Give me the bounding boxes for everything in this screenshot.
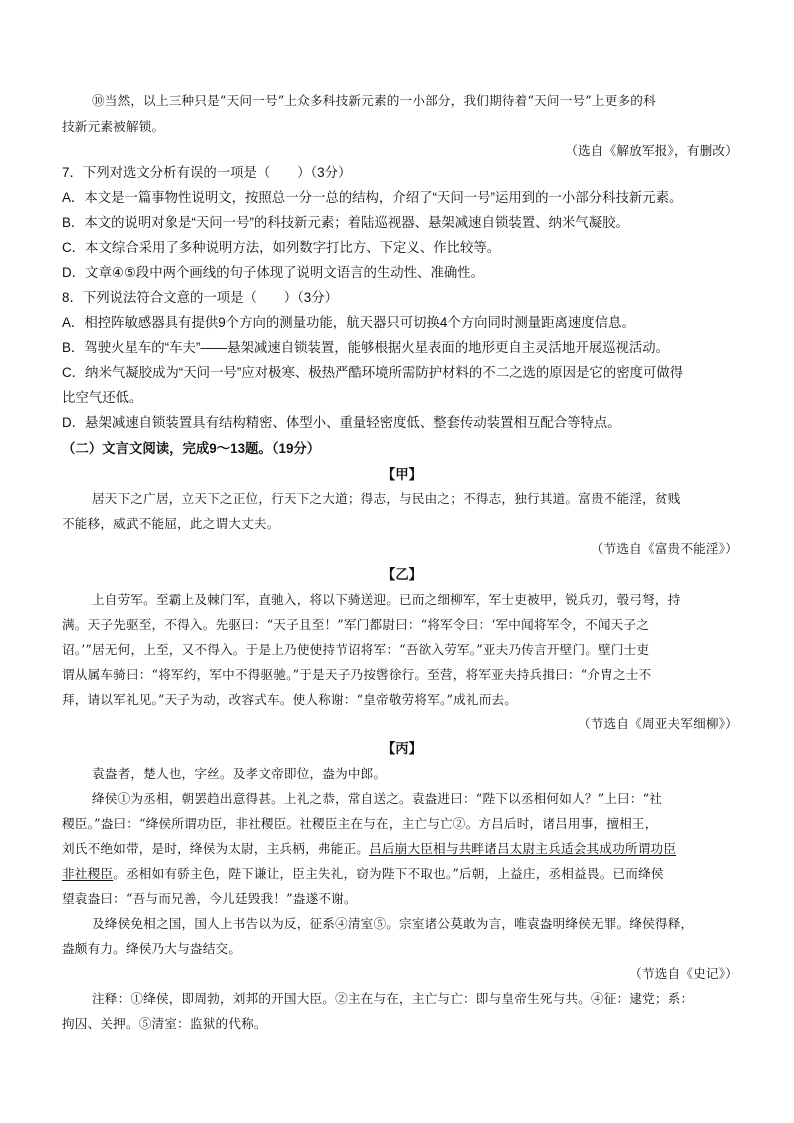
classical-text-line: 望袁盎曰：“吾与而兄善，今儿廷毁我！”盎遂不谢。 (62, 891, 357, 906)
classical-text-line: 不能移，威武不能屈，此之谓大丈夫。 (62, 516, 280, 531)
classical-text-line: 满。天子先驱至，不得入。先驱曰：“天子且至！”军门都尉曰：“将军令曰：‘军中闻将军令，不闻天子之 (62, 617, 650, 632)
question-7-stem: 7．下列对选文分析有误的一项是（ ）（3分） (62, 165, 352, 180)
annotation-line: 拘囚、关押。⑤清室：监狱的代称。 (62, 1016, 267, 1031)
question-8-option-b: B．驾驶火星车的“车夫”——悬架减速自锁装置，能够根据火星表面的地形更自主灵活地开展巡视活动。 (62, 340, 670, 355)
passage-line: ⑩当然，以上三种只是“天问一号”上众多科技新元素的一小部分，我们期待着“天问一号”上更多的科 (92, 93, 656, 108)
classical-text-line: 诏。’”居无何，上至，又不得入。于是上乃使使持节诏将军：“吾欲入劳军。”亚夫乃传言开壁门。壁门士吏 (62, 642, 650, 657)
underlined-sentence: 吕后崩大臣相与共畔诸吕太尉主兵适会其成功所谓功臣 (369, 841, 677, 856)
classical-text-line: 绛侯①为丞相，朝罢趋出意得甚。上礼之恭，常自送之。袁盎进曰：“陛下以丞相何如人？”上曰：“社 (92, 791, 663, 806)
classical-text-line: 盎颇有力。绛侯乃大与盎结交。 (62, 941, 242, 956)
classical-text-line: 袁盎者，楚人也，字丝。及孝文帝即位，盎为中郎。 (92, 766, 387, 781)
text-title-bing: 【丙】 (381, 741, 423, 757)
annotation-line: 注释：①绛侯，即周勃，刘邦的开国大臣。②主在与在，主亡与亡：即与皇帝生死与共。④征：逮党；系： (92, 991, 694, 1006)
source-citation: （节选自《周亚夫军细柳》） (577, 716, 738, 731)
text-title-jia: 【甲】 (381, 467, 423, 483)
classical-text-segment: 刘氏不绝如带，是时，绛侯为太尉，主兵柄，弗能正。 (62, 841, 370, 856)
question-8-option-d: D．悬架减速自锁装置具有结构精密、体型小、重量轻密度低、整套传动装置相互配合等特点。 (62, 415, 621, 430)
question-7-option-c: C．本文综合采用了多种说明方法，如列数字打比方、下定义、作比较等。 (62, 240, 501, 255)
classical-text-line: 稷臣。”盎曰：“绛侯所谓功臣，非社稷臣。社稷臣主在与在，主亡与亡②。方吕后时，诸吕用事，擅相王， (62, 816, 658, 831)
question-8-option-a: A．相控阵敏感器具有提供9个方向的测量功能，航天器只可切换4个方向同时测量距离速度信息。 (62, 315, 635, 330)
question-7-option-a: A．本文是一篇事物性说明文，按照总一分一总的结构，介绍了“天问一号”运用到的一小部分科技新元素。 (62, 190, 683, 205)
source-citation: （选自《解放军报》，有删改） (565, 143, 738, 158)
classical-text-line: 居天下之广居，立天下之正位，行天下之大道；得志，与民由之；不得志，独行其道。富贵不能淫，贫贱 (92, 491, 681, 506)
source-citation: （节选自《史记》） (629, 966, 738, 981)
classical-text-line (62, 865, 742, 883)
classical-text-line: 谓从属车骑曰：“将军约，军中不得驱驰。”于是天子乃按辔徐行。至营，将军亚夫持兵揖曰：“介胄之士不 (62, 667, 652, 682)
classical-text-line: 上自劳军。至霸上及棘门军，直驰入，将以下骑送迎。已而之细柳军，军士吏被甲，锐兵刃，彀弓弩，持 (92, 592, 681, 607)
underlined-sentence: 非社稷臣 (62, 866, 114, 881)
classical-text-line: 拜，请以军礼见。”天子为动，改容式车。使人称谢：“皇帝敬劳将军。”成礼而去。 (62, 692, 518, 707)
question-7-option-b: B．本文的说明对象是“天问一号”的科技新元素；着陆巡视器、悬架减速自锁装置、纳米气凝胶。 (62, 215, 629, 230)
source-citation: （节选自《富贵不能淫》） (590, 541, 738, 556)
text-title-yi: 【乙】 (381, 567, 423, 583)
classical-text-segment: 。丞相如有骄主色，陛下谦让，臣主失礼，窃为陛下不取也。”后朝，上益庄，丞相益畏。已而绛侯 (113, 866, 664, 881)
question-8-option-c: C．纳米气凝胶成为“天问一号”应对极寒、极热严酷环境所需防护材料的不二之选的原因是它的密度可做得 (62, 365, 684, 380)
classical-text-line: 及绛侯免相之国，国人上书告以为反，征系④清室⑤。宗室诸公莫敢为言，唯袁盎明绛侯无罪。绛侯得释， (92, 916, 694, 931)
question-8-stem: 8．下列说法符合文意的一项是（ ）（3分） (62, 290, 339, 305)
question-7-option-d: D．文章④⑤段中两个画线的句子体现了说明文语言的生动性、准确性。 (62, 265, 485, 280)
classical-text-line (62, 840, 742, 858)
question-8-option-c-cont: 比空气还低。 (62, 390, 143, 405)
section-heading: （二）文言文阅读，完成9～13题。（19分） (62, 441, 321, 456)
passage-line: 技新元素被解锁。 (62, 119, 165, 134)
